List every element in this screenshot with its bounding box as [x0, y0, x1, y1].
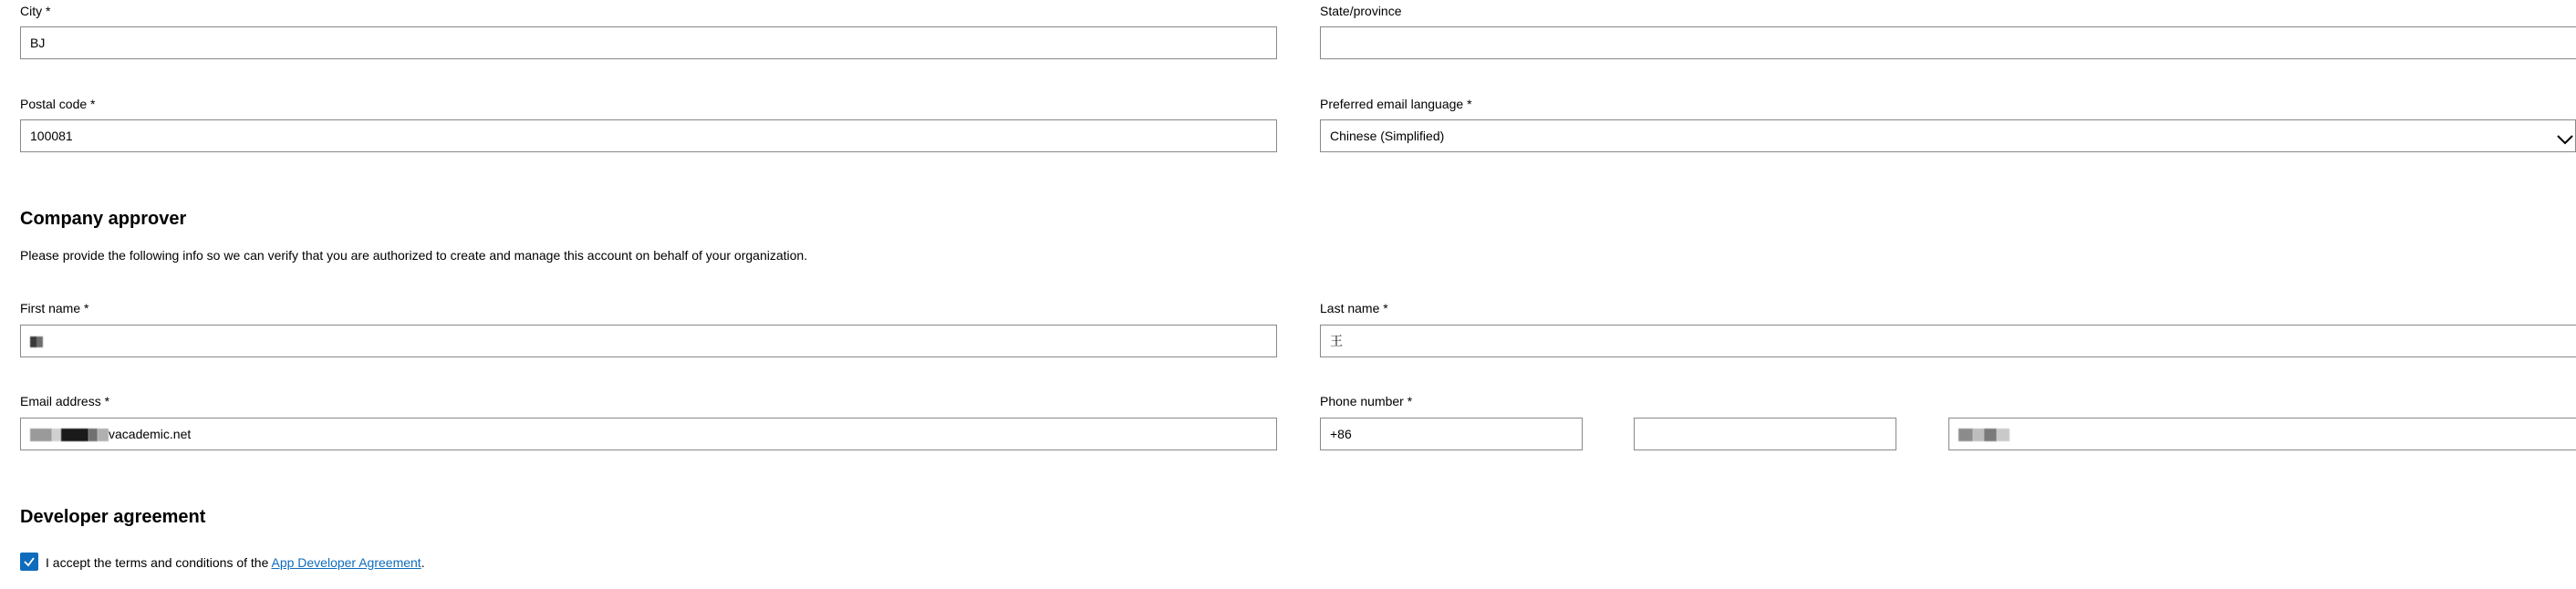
accept-agreement-suffix: .: [421, 555, 425, 570]
first-name-label: First name *: [20, 301, 89, 315]
email-language-select[interactable]: [1320, 119, 2576, 152]
city-label: City *: [20, 4, 51, 18]
first-name-input[interactable]: [20, 325, 1277, 357]
email-redacted-part-3: [61, 429, 88, 441]
city-input[interactable]: [20, 26, 1277, 59]
accept-agreement-checkbox[interactable]: [20, 553, 38, 571]
email-redacted-part-5: [98, 429, 109, 441]
city-value: BJ: [30, 36, 46, 50]
email-language-value: Chinese (Simplified): [1330, 129, 1445, 143]
phone-country-code-value: +86: [1330, 427, 1352, 441]
email-redacted-part-2: [52, 429, 61, 441]
phone-number-input[interactable]: [1948, 418, 2576, 450]
company-approver-title: Company approver: [20, 209, 187, 229]
phone-number-label: Phone number *: [1320, 394, 1413, 408]
phone-country-code-input[interactable]: [1320, 418, 1583, 450]
accept-agreement-prefix: I accept the terms and conditions of the: [46, 555, 272, 570]
phone-area-code-input[interactable]: [1634, 418, 1896, 450]
phone-redacted-part-2: [1973, 429, 1984, 441]
email-address-label: Email address *: [20, 394, 110, 408]
company-approver-description: Please provide the following info so we can verify that you are authorized to create and manage this account on behalf of your organization.: [20, 248, 808, 263]
last-name-value: 王: [1330, 334, 1343, 348]
phone-redacted-part-4: [1997, 429, 2010, 441]
accept-agreement-text: [46, 555, 425, 570]
email-redacted-part-1: [30, 429, 52, 441]
email-language-label: Preferred email language *: [1320, 97, 1472, 111]
phone-redacted-part-3: [1984, 429, 1997, 441]
email-address-input[interactable]: [20, 418, 1277, 450]
last-name-input[interactable]: [1320, 325, 2576, 357]
email-redacted-part-4: [88, 429, 98, 441]
state-province-label: State/province: [1320, 4, 1402, 18]
checkmark-icon: [23, 555, 36, 568]
postal-code-value: 100081: [30, 129, 73, 143]
developer-agreement-title: Developer agreement: [20, 507, 206, 527]
app-developer-agreement-link[interactable]: App Developer Agreement: [271, 555, 421, 570]
first-name-redacted: [30, 336, 43, 347]
last-name-label: Last name *: [1320, 301, 1388, 315]
state-province-input[interactable]: [1320, 26, 2576, 59]
email-address-value: vacademic.net: [109, 427, 192, 441]
chevron-down-icon: [2555, 128, 2575, 144]
postal-code-input[interactable]: [20, 119, 1277, 152]
postal-code-label: Postal code *: [20, 97, 96, 111]
phone-redacted-part-1: [1958, 429, 1973, 441]
